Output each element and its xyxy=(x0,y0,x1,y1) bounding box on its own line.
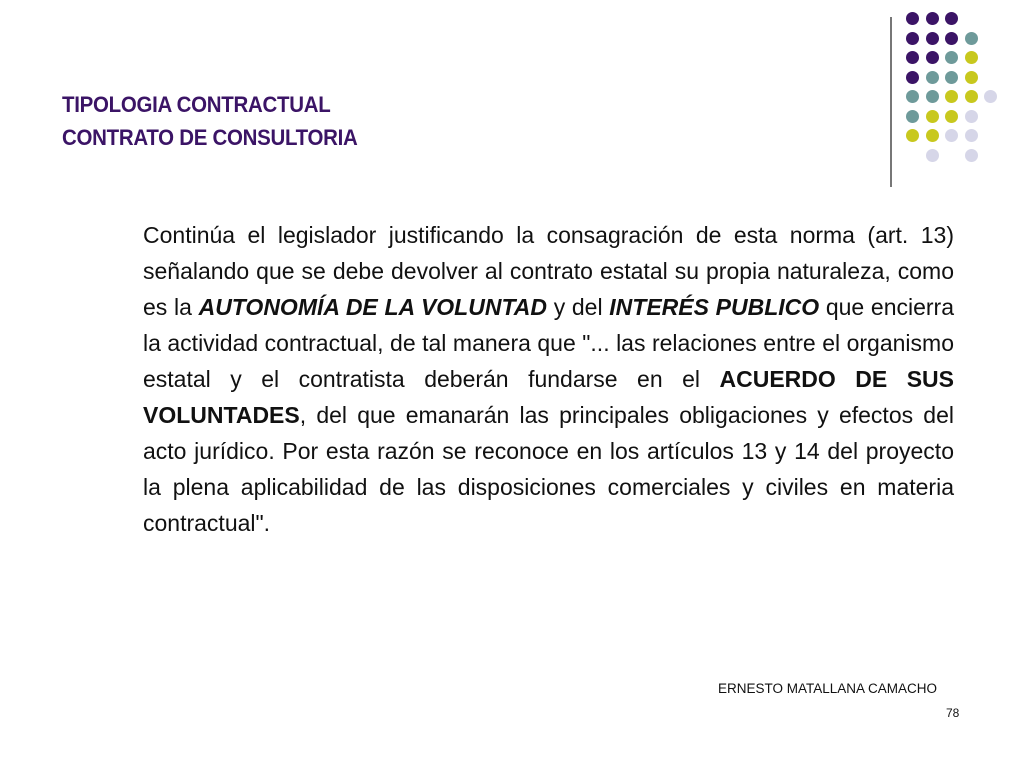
emphasis-acuerdo: ACUERDO DE SUS VOLUNTADES xyxy=(143,366,954,428)
title-line-1: TIPOLOGIA CONTRACTUAL xyxy=(62,92,331,117)
decorative-dot xyxy=(926,149,939,162)
decorative-dot xyxy=(945,71,958,84)
decorative-dot xyxy=(945,32,958,45)
decorative-dot xyxy=(945,129,958,142)
emphasis-autonomia: AUTONOMÍA DE LA VOLUNTAD xyxy=(198,294,548,320)
decorative-dot xyxy=(965,149,978,162)
decorative-dot xyxy=(926,51,939,64)
title-line-2: CONTRATO DE CONSULTORIA xyxy=(62,125,358,150)
emphasis-interes-publico: INTERÉS PUBLICO xyxy=(609,294,820,320)
page-number: 78 xyxy=(946,706,960,720)
decorative-dot xyxy=(926,32,939,45)
decorative-dot xyxy=(965,90,978,103)
vertical-divider xyxy=(890,17,892,187)
body-text-part-2: y del xyxy=(547,294,610,320)
decorative-dot xyxy=(965,71,978,84)
decorative-dot xyxy=(926,129,939,142)
decorative-dot xyxy=(965,51,978,64)
decorative-dot xyxy=(906,12,919,25)
decorative-dot xyxy=(906,32,919,45)
decorative-dot xyxy=(945,110,958,123)
decorative-dot xyxy=(945,12,958,25)
decorative-dot-grid xyxy=(906,12,1006,172)
decorative-dot xyxy=(906,110,919,123)
author-name: ERNESTO MATALLANA CAMACHO xyxy=(718,681,938,696)
decorative-dot xyxy=(926,110,939,123)
decorative-dot xyxy=(965,129,978,142)
decorative-dot xyxy=(926,71,939,84)
decorative-dot xyxy=(965,110,978,123)
decorative-dot xyxy=(984,90,997,103)
decorative-dot xyxy=(906,71,919,84)
decorative-dot xyxy=(926,90,939,103)
body-text-part-4: , del que emanarán las principales obligaciones y efectos del acto jurídico. Por esta razón se reconoce en los artículos 13 y 14 del proyecto la plena aplicabilidad de las disposiciones comerciales y civiles en materia contractual". xyxy=(143,402,954,536)
decorative-dot xyxy=(965,32,978,45)
decorative-dot xyxy=(926,12,939,25)
decorative-dot xyxy=(906,129,919,142)
body-text-part-1: Continúa el legislador justificando la consagración de esta norma (art. 13) señalando que se debe devolver al contrato estatal su propia naturaleza, como es la xyxy=(143,222,954,320)
decorative-dot xyxy=(945,51,958,64)
decorative-dot xyxy=(945,90,958,103)
body-text-part-3: que encierra la actividad contractual, de tal manera que "... las relaciones entre el organismo estatal y el contratista deberán fundarse en el xyxy=(143,294,954,392)
body-paragraph xyxy=(143,217,954,541)
decorative-dot xyxy=(906,90,919,103)
slide-title xyxy=(62,88,358,154)
decorative-dot xyxy=(906,51,919,64)
